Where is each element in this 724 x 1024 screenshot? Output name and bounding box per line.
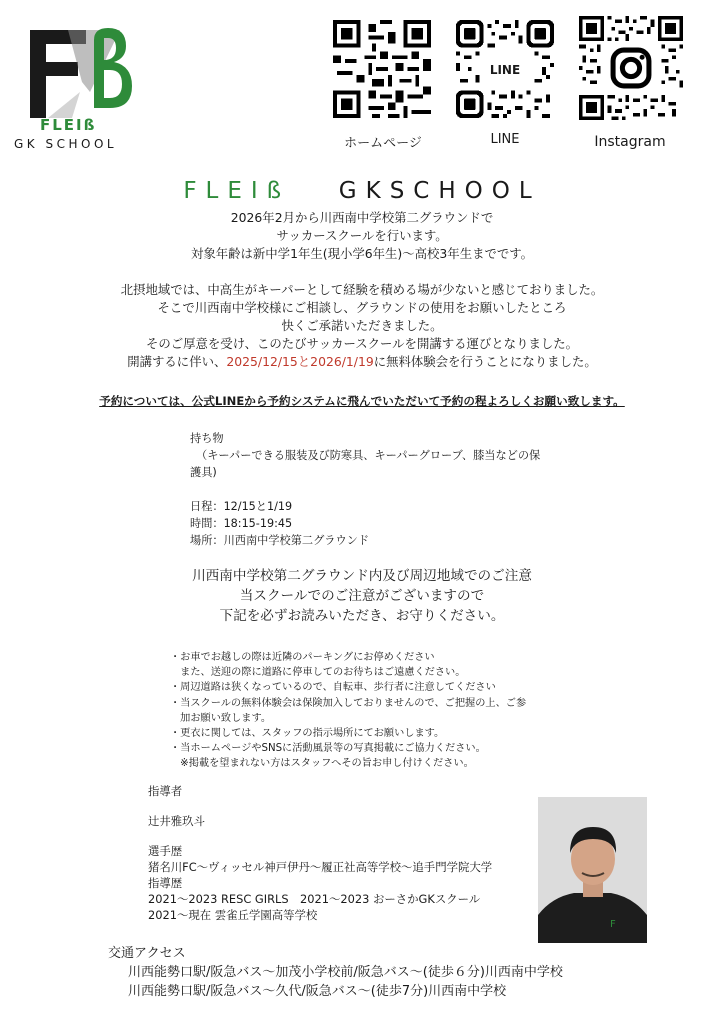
belongings-line: （キーパーできる服装及び防寒具、キーパーグローブ、膝当などの保 <box>196 449 541 462</box>
body-line: そのご厚意を受け、このたびサッカースクールを開講する運びとなりました。 <box>145 336 579 351</box>
title-brand: FLEIß <box>183 178 291 204</box>
list-item: 加お願い致します。 <box>170 712 272 724</box>
line-qr-label: LINE <box>490 132 520 147</box>
list-item: ・更衣に関しては、スタッフの指示場所にてお願いします。 <box>170 728 445 740</box>
intro-text <box>0 209 724 263</box>
instagram-qr-label: Instagram <box>594 134 666 150</box>
svg-text:F: F <box>610 919 616 930</box>
trial-line <box>0 353 724 371</box>
access-section <box>108 944 708 1001</box>
belongings-heading: 持ち物 <box>190 432 224 445</box>
instagram-qr-icon[interactable] <box>579 16 683 120</box>
caution-list <box>170 650 570 772</box>
coach-photo <box>538 797 647 943</box>
list-item: ・周辺道路は狭くなっているので、自転車、歩行者に注意してください <box>170 682 496 694</box>
brand-name: FLEIß <box>40 116 97 134</box>
body-line: 快くご承諾いただきました。 <box>281 318 443 333</box>
reservation-notice: 予約については、公式LINEから予約システムに飛んでいただいて予約の程よろしくお願い致します。 <box>99 394 625 408</box>
coaching-text: 2021〜現在 雲雀丘学園高等学校 <box>148 908 318 922</box>
body-line: 北摂地域では、中高生がキーパーとして経験を積める場が少ないと感じておりました。 <box>120 282 604 297</box>
intro-line: サッカースクールを行います。 <box>276 228 448 243</box>
intro-line: 対象年齢は新中学1年生(現小学6年生)〜高校3年生までです。 <box>190 246 534 261</box>
body-line: そこで川西南中学校様にご相談し、グラウンドの使用をお願いしたところ <box>157 300 567 315</box>
trial-dates: 2025/12/15と2026/1/19 <box>226 354 374 369</box>
list-item: ・当ホームページやSNSに活動風景等の写真掲載にご協力ください。 <box>170 743 486 755</box>
homepage-qr-label: ホームページ <box>344 136 422 151</box>
schedule-place: 場所：川西南中学校第二グラウンド <box>190 534 370 547</box>
brand-subtitle: GK SCHOOL <box>14 137 118 151</box>
coach-heading: 指導者 <box>148 784 183 798</box>
caution-line: 川西南中学校第二グラウンド内及び周辺地域でのご注意 <box>192 568 532 584</box>
access-heading: 交通アクセス <box>108 946 186 961</box>
title-school: GKSCHOOL <box>338 178 541 204</box>
belongings-line: 護具) <box>190 466 217 479</box>
access-route: 川西能勢口駅/阪急バス〜久代/阪急バス〜(徒歩7分)川西南中学校 <box>128 984 507 999</box>
list-item: ※掲載を望まれない方はスタッフへその旨お申し付けください。 <box>170 758 474 770</box>
fleiss-logo <box>28 22 138 128</box>
schedule-date: 日程：12/15と1/19 <box>190 500 293 513</box>
coach-section <box>148 783 492 923</box>
list-item: また、送迎の際に道路に停車してのお待ちはご遠慮ください。 <box>170 667 466 679</box>
homepage-qr-icon[interactable] <box>333 20 431 118</box>
event-details <box>190 430 590 549</box>
access-route: 川西能勢口駅/阪急バス〜加茂小学校前/阪急バス〜(徒歩６分)川西南中学校 <box>128 965 563 980</box>
career-text: 猪名川FC〜ヴィッセル神戸伊丹〜履正社高等学校〜追手門学院大学 <box>148 860 493 874</box>
career-heading: 選手歴 <box>148 844 183 858</box>
list-item: ・当スクールの無料体験会は保険加入しておりませんので、ご把握の上、ご参 <box>170 697 527 709</box>
caution-line: 当スクールでのご注意がございますので <box>239 588 485 604</box>
trial-suffix: に無料体験会を行うことになりました。 <box>373 354 597 369</box>
coaching-heading: 指導歴 <box>148 876 183 890</box>
coaching-text: 2021〜2023 RESC GIRLS 2021〜2023 おーさかGKスクール <box>148 892 481 906</box>
coach-name: 辻井雅玖斗 <box>148 814 205 828</box>
list-item: ・お車でお越しの際は近隣のパーキングにお停めください <box>170 652 435 663</box>
intro-line: 2026年2月から川西南中学校第二グラウンドで <box>230 210 494 225</box>
caution-heading <box>0 566 724 626</box>
caution-line: 下記を必ずお読みいただき、お守りください。 <box>219 608 505 624</box>
line-qr-center-text: LINE <box>489 63 521 77</box>
body-text <box>0 281 724 371</box>
page-title <box>0 178 724 204</box>
trial-prefix: 開講するに伴い、 <box>127 354 227 369</box>
schedule-time: 時間：18:15-19:45 <box>190 517 293 530</box>
